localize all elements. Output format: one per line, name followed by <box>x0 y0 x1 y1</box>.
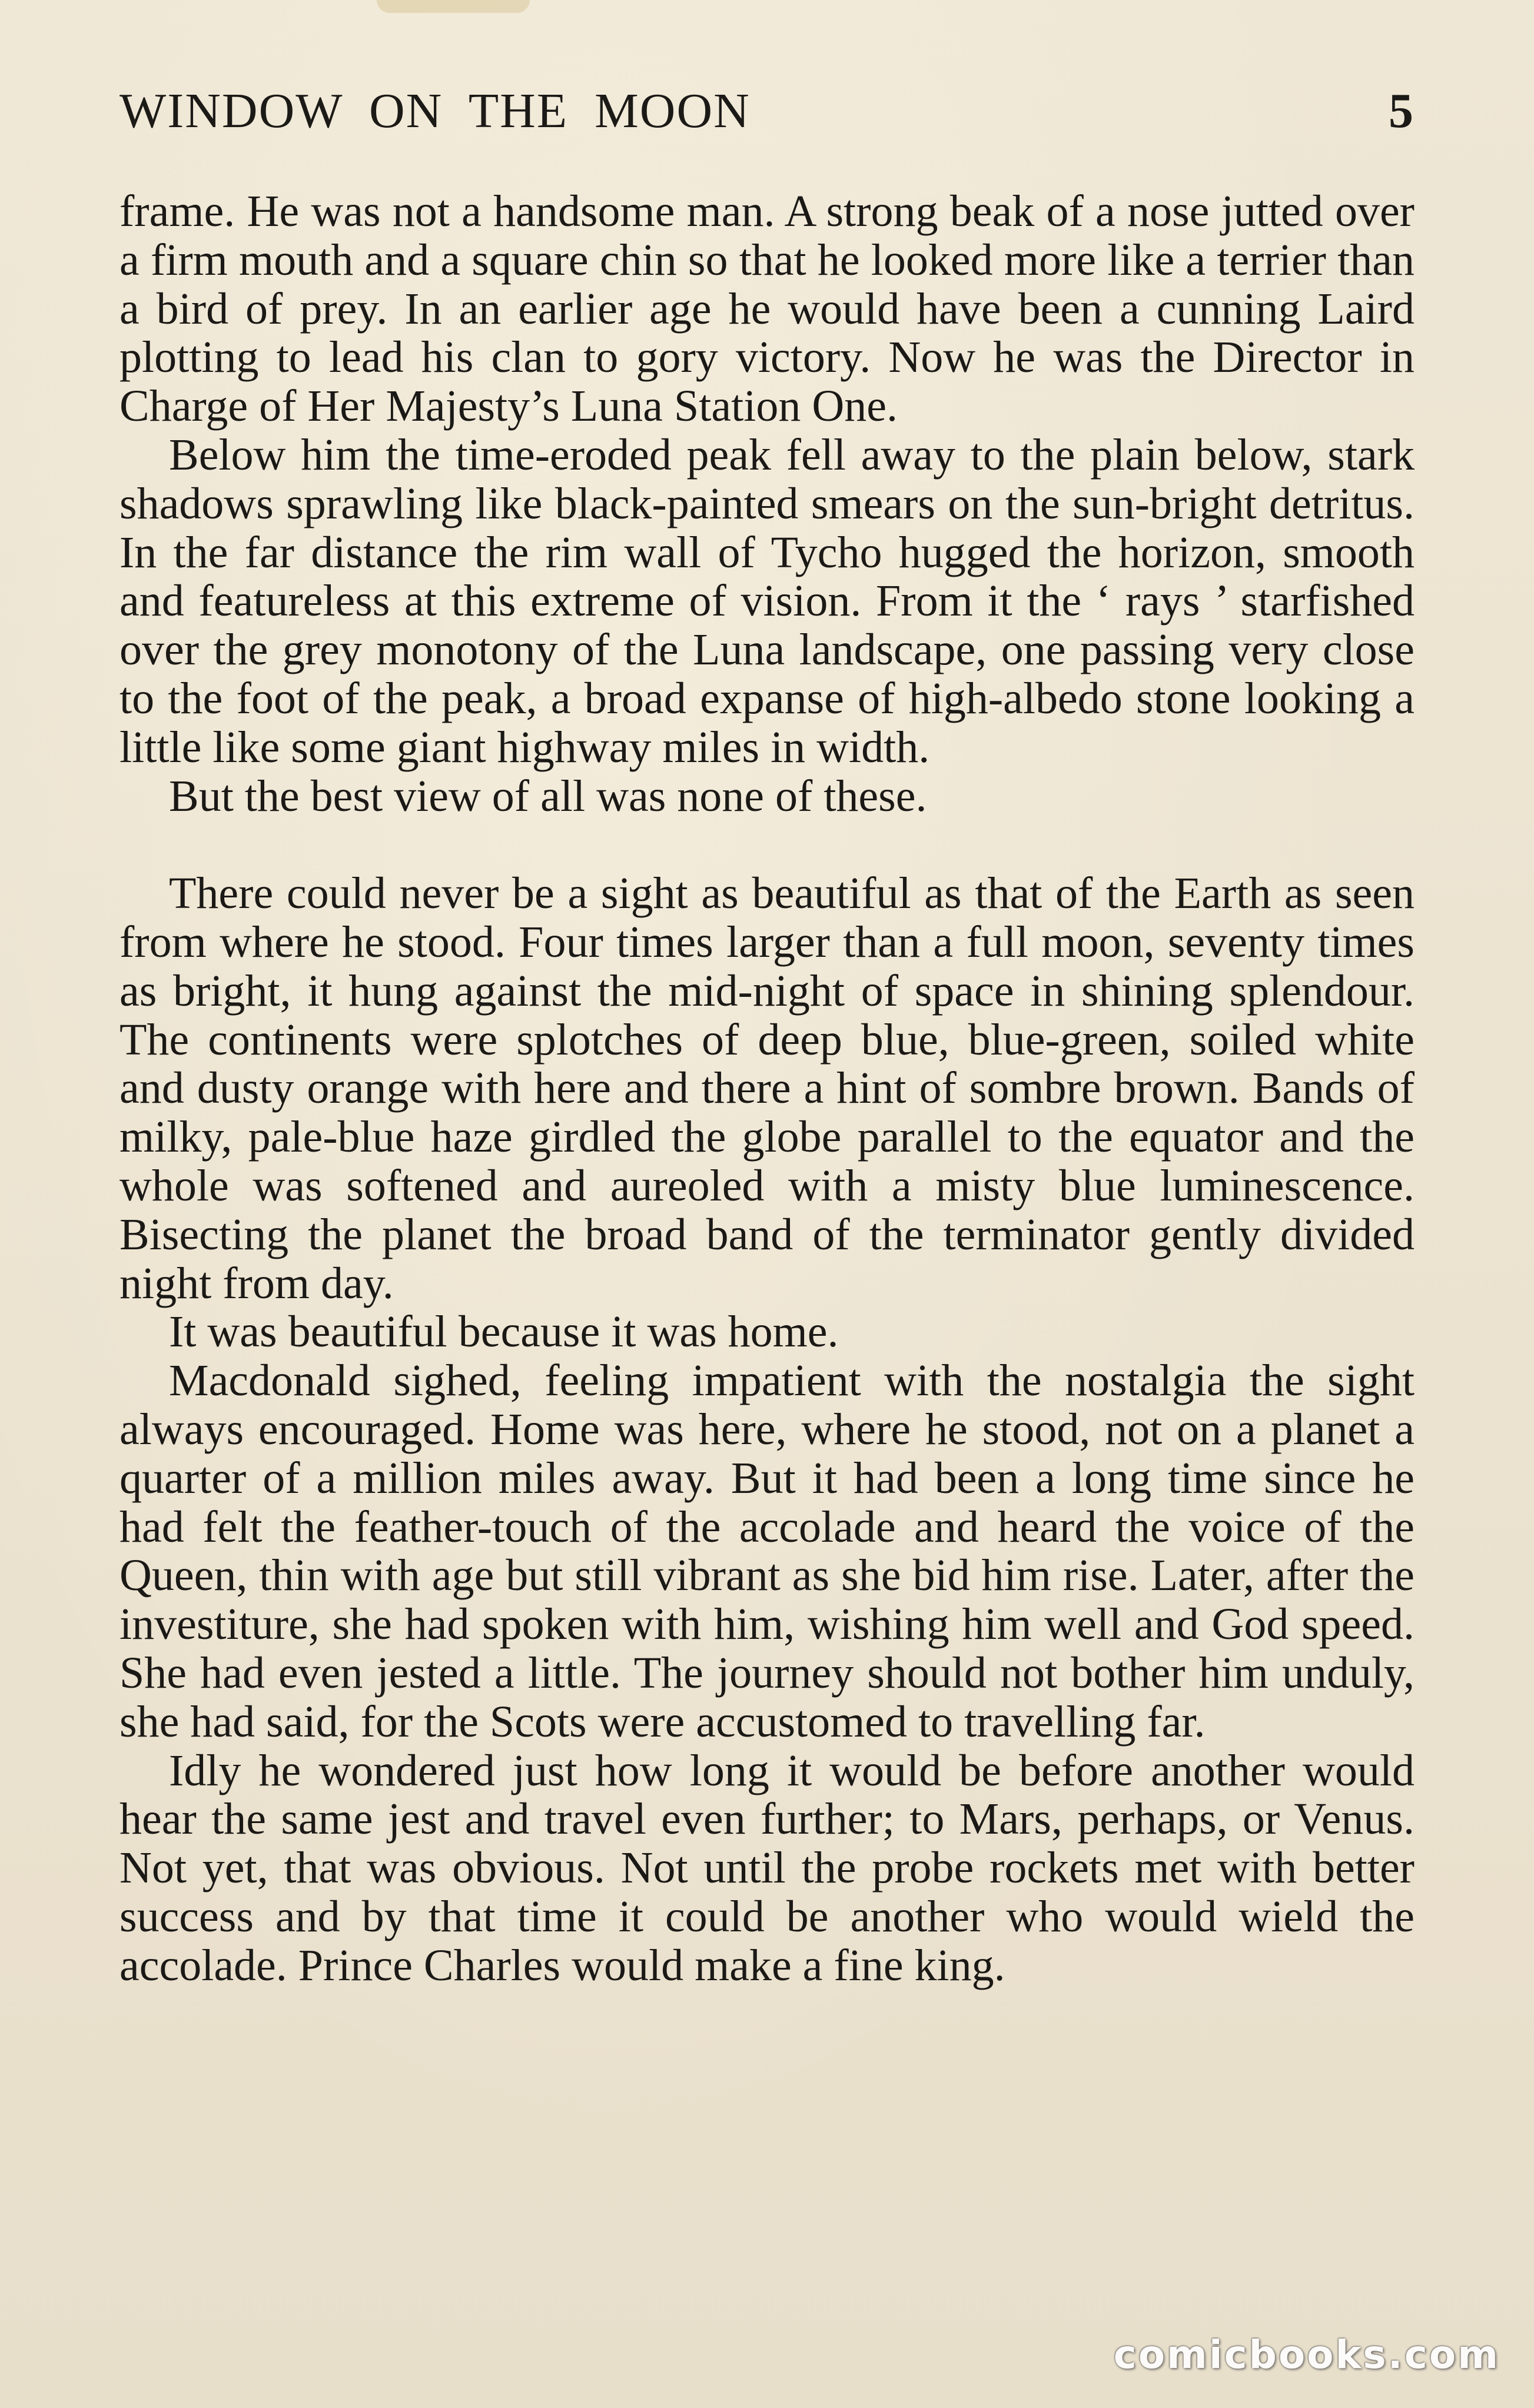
running-head <box>119 82 1415 147</box>
paragraph-5: It was beautiful because it was home. <box>169 1307 839 1357</box>
running-title: WINDOW ON THE MOON <box>119 84 751 138</box>
paragraph-4: There could never be a sight as beautiful as that of the Earth as seen from where he stood. Four times larger than a full moon, seventy times as bright, it hung against the mid-night of space in shining splendour. The continents were splotches of deep blue, blue-green, soiled white and dusty orange with here and there a hint of sombre brown. Bands of milky, pale-blue haze girdled the globe parallel to the equator and the whole was softened and aureoled with a misty blue luminescence. Bisecting the planet the broad band of the terminator gently divided night from day. <box>119 869 1415 1308</box>
body-text <box>119 187 1415 1990</box>
paragraph-7: Idly he wondered just how long it would be before another would hear the same jest and travel even further; to Mars, perhaps, or Venus. Not yet, that was obvious. Not until the probe rockets met with better success and by that time it could be another who would wield the accolade. Prince Charles would make a fine king. <box>119 1745 1415 1990</box>
page-number: 5 <box>1389 84 1415 138</box>
watermark: comicbooks.com <box>1113 2332 1500 2377</box>
paragraph-2: Below him the time-eroded peak fell away to the plain below, stark shadows sprawling like black-painted smears on the sun-bright detritus. In the far distance the rim wall of Tycho hugged the horizon, smooth and featureless at this extreme of vision. From it the ‘ rays ’ starfished over the grey monotony of the Luna landscape, one passing very close to the foot of the peak, a broad expanse of high-albedo stone looking a little like some giant highway miles in width. <box>119 430 1415 772</box>
paragraph-1: frame. He was not a handsome man. A strong beak of a nose jutted over a firm mouth and a square chin so that he looked more like a terrier than a bird of prey. In an earlier age he would have been a cunning Laird plotting to lead his clan to gory victory. Now he was the Director in Charge of Her Majesty’s Luna Station One. <box>119 187 1415 431</box>
paragraph-3: But the best view of all was none of these. <box>169 771 927 821</box>
paragraph-6: Macdonald sighed, feeling impatient with the nostalgia the sight always encouraged. Home was here, where he stood, not on a planet a quarter of a million miles away. But it had been a long time since he had felt the feather-touch of the accolade and heard the voice of the Queen, thin with age but still vibrant as she bid him rise. Later, after the investiture, she had spoken with him, wishing him well and God speed. She had even jested a little. The journey should not bother him unduly, she had said, for the Scots were accustomed to travelling far. <box>119 1356 1415 1747</box>
page-edge-mark <box>377 0 530 13</box>
